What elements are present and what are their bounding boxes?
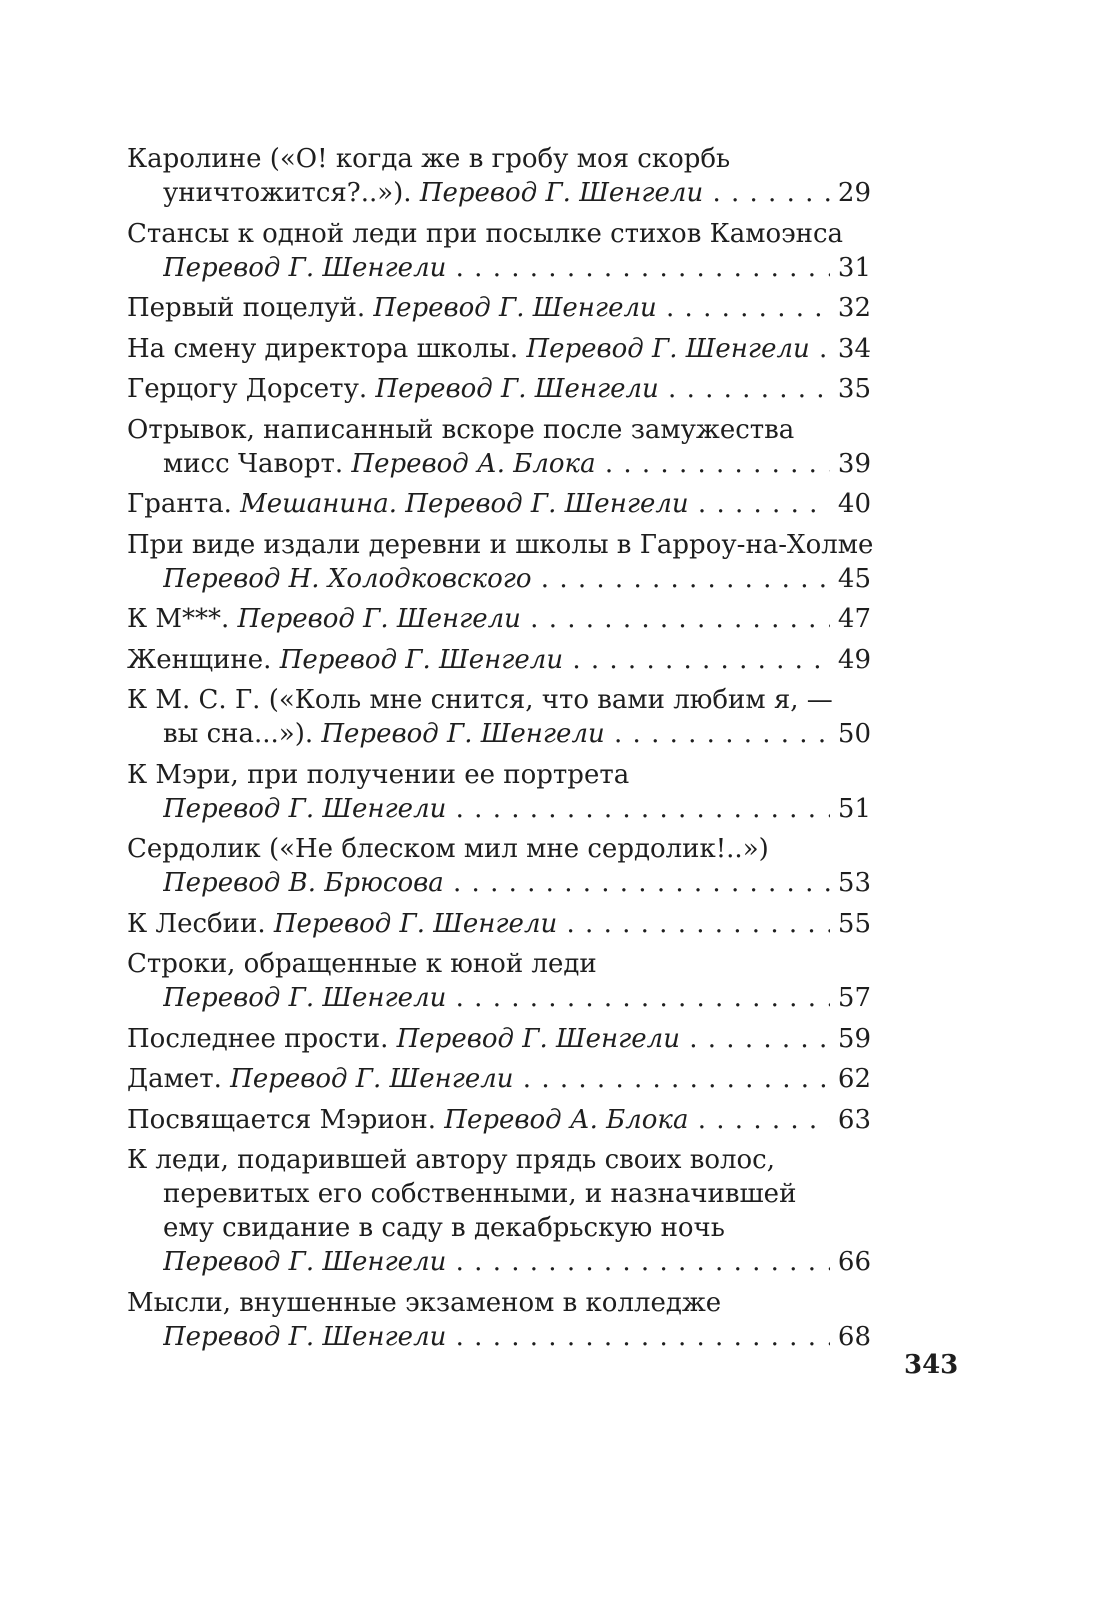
toc-entry-title-line: При виде издали деревни и школы в Гарроу-на-Холме [127, 529, 874, 560]
toc-page-number: 45 [837, 563, 871, 594]
toc-entry-leader-line [127, 1062, 871, 1096]
toc-entry-leader-line [127, 1022, 871, 1056]
toc-entry-leader-line [127, 866, 871, 900]
dot-leader [127, 1103, 830, 1137]
toc-page-number: 40 [837, 489, 871, 519]
translator-credit: Перевод Г. Шенгели [230, 1064, 514, 1094]
toc-entry-leader-line [127, 251, 871, 285]
toc-entry [127, 1143, 871, 1279]
toc-entry-leader-line [127, 332, 871, 366]
toc-entry-leader-line [127, 447, 871, 481]
toc-page-number: 47 [837, 604, 871, 634]
toc-entry-text: мисс Чаворт. [163, 448, 352, 479]
toc-entry [127, 1022, 871, 1056]
dot-leader [163, 176, 830, 210]
toc-entry-title-line: К леди, подарившей автору прядь своих волос, [127, 1145, 775, 1175]
toc-entry-title-line: перевитых его собственными, и назначившей [163, 1179, 797, 1209]
toc-page-number: 32 [837, 293, 871, 323]
dot-leader [127, 372, 830, 406]
translator-credit: Перевод А. Блока [444, 1104, 689, 1135]
toc-entry [127, 142, 871, 210]
dot-leader [127, 907, 830, 941]
translator-credit: Перевод Г. Шенгели [163, 1321, 447, 1352]
toc-entry-text: Гранта. [127, 489, 241, 519]
table-of-contents [127, 142, 874, 1360]
toc-entry-title-line: Строки, обращенные к юной леди [127, 949, 597, 979]
toc-page-number: 31 [837, 252, 871, 283]
toc-page-number: 68 [837, 1321, 871, 1352]
toc-entry [127, 947, 871, 1015]
toc-page-number: 62 [837, 1064, 871, 1094]
toc-entry-leader-line [127, 792, 871, 826]
toc-entry-leader-line [127, 372, 871, 406]
toc-entry [127, 332, 871, 366]
toc-page-number: 50 [837, 719, 871, 749]
toc-entry-text: К М***. [127, 604, 238, 634]
toc-entry [127, 217, 871, 285]
dot-leader [127, 332, 830, 366]
toc-entry-title-line: Сердолик («Не блеском мил мне сердолик!..») [127, 834, 769, 864]
toc-page-number: 59 [837, 1023, 871, 1054]
translator-credit: Перевод Г. Шенгели [163, 1247, 447, 1277]
toc-entry-text: На смену директора школы. [127, 333, 527, 364]
toc-entry-text: уничтожится?..»). [163, 178, 420, 208]
dot-leader [127, 487, 830, 521]
dot-leader [163, 562, 830, 596]
toc-entry [127, 907, 871, 941]
toc-entry [127, 683, 871, 751]
dot-leader [127, 1062, 830, 1096]
translator-credit: Перевод Г. Шенгели [396, 1023, 680, 1054]
dot-leader [163, 717, 830, 751]
toc-entry-text: вы сна...»). [163, 719, 322, 749]
translator-credit: Перевод Г. Шенгели [163, 252, 447, 283]
toc-entry-leader-line [127, 176, 871, 210]
toc-page-number: 57 [837, 983, 871, 1013]
toc-entry-text: К Лесбии. [127, 908, 274, 939]
toc-entry-leader-line [127, 562, 871, 596]
toc-entry [127, 487, 871, 521]
toc-entry-leader-line [127, 1103, 871, 1137]
toc-entry [127, 1062, 871, 1096]
translator-credit: Мешанина. Перевод Г. Шенгели [240, 489, 689, 519]
toc-entry-leader-line [127, 487, 871, 521]
toc-entry [127, 372, 871, 406]
toc-entry-text: Женщине. [127, 644, 280, 675]
dot-leader [127, 291, 830, 325]
toc-page-number: 55 [837, 908, 871, 939]
translator-credit: Перевод Г. Шенгели [163, 983, 447, 1013]
translator-credit: Перевод Г. Шенгели [375, 374, 659, 404]
toc-entry-leader-line [127, 907, 871, 941]
translator-credit: Перевод Г. Шенгели [419, 178, 704, 208]
toc-entry-title-line: Мысли, внушенные экзаменом в колледже [127, 1287, 722, 1318]
translator-credit: Перевод Г. Шенгели [237, 604, 521, 634]
toc-entry-text: Герцогу Дорсету. [127, 374, 376, 404]
translator-credit: Перевод Г. Шенгели [273, 908, 558, 939]
toc-page-number: 51 [837, 793, 871, 824]
toc-entry-text: Посвящается Мэрион. [127, 1104, 445, 1135]
toc-entry-leader-line [127, 717, 871, 751]
toc-entry-leader-line [127, 1245, 871, 1279]
dot-leader [127, 643, 830, 677]
toc-entry-text: Последнее прости. [127, 1023, 397, 1054]
translator-credit: Перевод А. Блока [351, 448, 596, 479]
toc-entry [127, 1103, 871, 1137]
toc-page-number: 29 [837, 178, 871, 208]
translator-credit: Перевод Г. Шенгели [373, 293, 657, 323]
translator-credit: Перевод Н. Холодковского [163, 563, 532, 594]
dot-leader [163, 1320, 830, 1354]
toc-entry [127, 1286, 871, 1354]
toc-entry-title-line: К Мэри, при получении ее портрета [127, 759, 630, 790]
toc-entry-leader-line [127, 1320, 871, 1354]
dot-leader [163, 792, 830, 826]
toc-entry-text: Дамет. [127, 1064, 231, 1094]
toc-entry [127, 758, 871, 826]
toc-page-number: 34 [837, 333, 871, 364]
dot-leader [163, 1245, 830, 1279]
toc-page-number: 63 [837, 1104, 871, 1135]
toc-entry [127, 528, 874, 596]
toc-entry [127, 291, 871, 325]
toc-entry [127, 832, 871, 900]
toc-entry-title-line: Стансы к одной леди при посылке стихов Камоэнса [127, 218, 844, 249]
translator-credit: Перевод В. Брюсова [163, 868, 444, 898]
toc-entry-leader-line [127, 643, 871, 677]
translator-credit: Перевод Г. Шенгели [279, 644, 564, 675]
toc-entry [127, 413, 871, 481]
dot-leader [127, 602, 830, 636]
toc-entry [127, 602, 871, 636]
dot-leader [127, 1022, 830, 1056]
toc-entry-leader-line [127, 602, 871, 636]
toc-page-number: 66 [837, 1247, 871, 1277]
toc-entry-title-line: Каролине («О! когда же в гробу моя скорбь [127, 144, 731, 174]
toc-entry-title-line: ему свидание в саду в декабрьскую ночь [163, 1213, 725, 1243]
toc-entry [127, 643, 871, 677]
toc-entry-title-line: Отрывок, написанный вскоре после замужества [127, 414, 795, 445]
translator-credit: Перевод Г. Шенгели [526, 333, 810, 364]
toc-entry-title-line: К М. С. Г. («Коль мне снится, что вами любим я, — [127, 685, 833, 715]
toc-entry-text: Первый поцелуй. [127, 293, 374, 323]
translator-credit: Перевод Г. Шенгели [163, 793, 447, 824]
toc-page-number: 35 [837, 374, 871, 404]
toc-entry-leader-line [127, 291, 871, 325]
toc-page-number: 49 [837, 644, 871, 675]
dot-leader [163, 866, 830, 900]
toc-page-number: 53 [837, 868, 871, 898]
dot-leader [163, 981, 830, 1015]
toc-page-number: 39 [837, 448, 871, 479]
dot-leader [163, 447, 830, 481]
translator-credit: Перевод Г. Шенгели [321, 719, 605, 749]
page-number: 343 [904, 1350, 959, 1380]
dot-leader [163, 251, 830, 285]
toc-entry-leader-line [127, 981, 871, 1015]
